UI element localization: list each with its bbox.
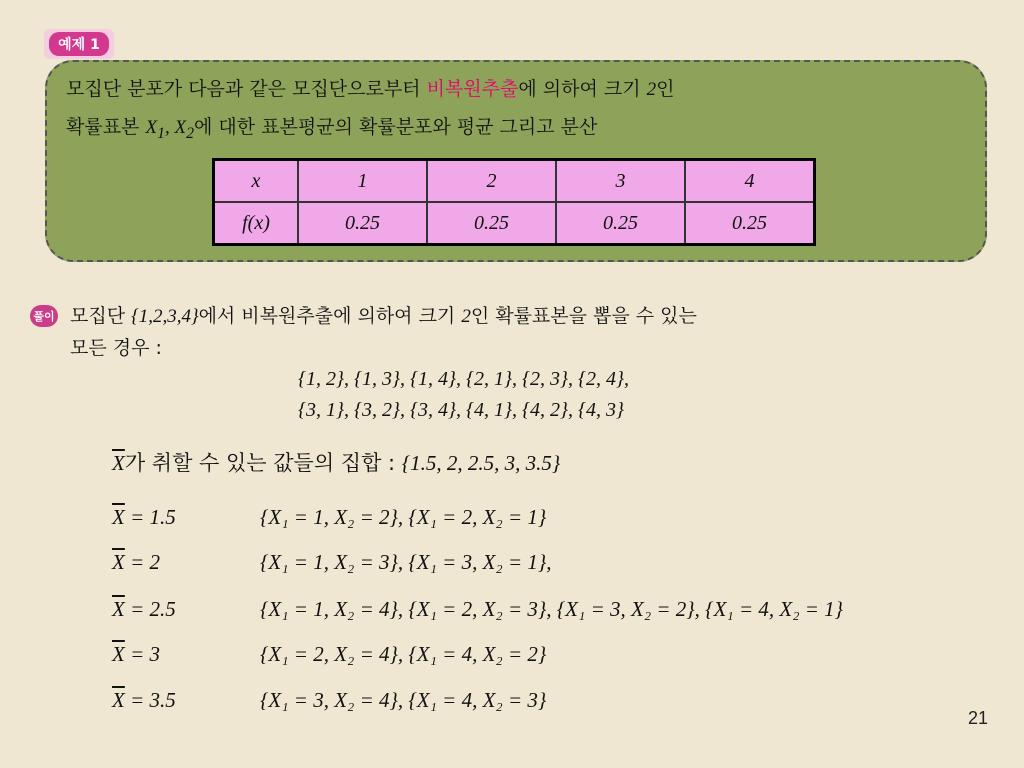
- xbar-symbol: $\overline{X}$: [112, 642, 125, 666]
- xbar-symbol: $\overline{X}$: [112, 597, 125, 621]
- subscript-2: 2: [186, 124, 195, 142]
- table-cell: 4: [685, 160, 815, 203]
- table-cell: 2: [427, 160, 556, 203]
- xbar-value-row-5: [112, 688, 176, 713]
- solution-line-1: [70, 303, 697, 330]
- xbar-set-row-2: {X₁ = 1, X₂ = 3}, {X₁ = 3, X₂ = 1},: [260, 550, 552, 574]
- table-cell: 1: [298, 160, 427, 203]
- table-cell: 0.25: [556, 202, 685, 245]
- problem-line-2: [66, 114, 597, 147]
- xbar-set-row-3: {X₁ = 1, X₂ = 4}, {X₁ = 2, X₂ = 3}, {X₁ = 3, X₂ = 2}, {X₁ = 4, X₂ = 1}: [260, 597, 844, 621]
- value-set-line: [112, 447, 560, 477]
- problem-number: 2: [646, 79, 657, 100]
- xbar-set-row-5: {X₁ = 3, X₂ = 4}, {X₁ = 4, X₂ = 3}: [260, 688, 547, 712]
- xbar-set-row-1: {X₁ = 1, X₂ = 2}, {X₁ = 2, X₂ = 1}: [260, 505, 547, 529]
- distribution-table: [212, 158, 816, 246]
- xbar-value: = 3.5: [124, 688, 176, 712]
- separator: ,: [165, 117, 175, 138]
- example-badge-label: 예제 1: [49, 32, 109, 56]
- table-row-fx: [214, 202, 815, 245]
- cases-line-2: {3, 1}, {3, 2}, {3, 4}, {4, 1}, {4, 2}, {4, 3}: [298, 399, 624, 421]
- value-set-label: 가 취할 수 있는 값들의 집합 :: [124, 451, 402, 475]
- problem-text: 모집단 분포가 다음과 같은 모집단으로부터: [66, 78, 427, 100]
- solution-text: 에서 비복원추출에 의하여 크기: [198, 305, 462, 327]
- table-cell: 0.25: [298, 202, 427, 245]
- table-cell: 0.25: [685, 202, 815, 245]
- problem-text: 인: [656, 78, 675, 100]
- xbar-symbol: $\overline{X}$: [112, 451, 125, 475]
- xbar-value: = 1.5: [124, 505, 176, 529]
- solution-icon: 풀이: [30, 305, 58, 327]
- xbar-value-row-4: [112, 642, 160, 667]
- xbar-value: = 3: [124, 642, 160, 666]
- population-set: {1,2,3,4}: [131, 306, 199, 327]
- problem-text: 에 의하여 크기: [518, 78, 647, 100]
- xbar-symbol: $\overline{X}$: [112, 688, 125, 712]
- problem-line-1: [66, 76, 674, 103]
- xbar-value-row-2: [112, 550, 160, 575]
- xbar-symbol: $\overline{X}$: [112, 550, 125, 574]
- problem-text: 확률표본: [66, 116, 146, 138]
- solution-number: 2: [461, 306, 471, 327]
- cases-line-1: {1, 2}, {1, 3}, {1, 4}, {2, 1}, {2, 3}, {2, 4},: [298, 368, 629, 390]
- xbar-symbol: $\overline{X}$: [112, 505, 125, 529]
- problem-highlight: 비복원추출: [426, 78, 519, 100]
- xbar-set-row-4: {X₁ = 2, X₂ = 4}, {X₁ = 4, X₂ = 2}: [260, 642, 547, 666]
- xbar-value-row-3: [112, 597, 176, 622]
- table-header-x: x: [214, 160, 299, 203]
- xbar-value: = 2.5: [124, 597, 176, 621]
- problem-text: 에 대한 표본평균의 확률분포와 평균 그리고 분산: [194, 116, 598, 138]
- subscript-1: 1: [157, 124, 165, 142]
- var-x1: X: [145, 117, 158, 138]
- table-cell: 0.25: [427, 202, 556, 245]
- solution-line-2: 모든 경우 :: [70, 337, 162, 359]
- xbar-value: = 2: [124, 550, 160, 574]
- solution-text: 인 확률표본을 뽑을 수 있는: [470, 305, 697, 327]
- solution-text: 모집단: [70, 305, 132, 327]
- table-cell: 3: [556, 160, 685, 203]
- table-row-x: [214, 160, 815, 203]
- table-header-fx: f(x): [214, 202, 299, 245]
- page-number: 21: [967, 708, 988, 728]
- xbar-value-row-1: [112, 505, 176, 530]
- value-set: {1.5, 2, 2.5, 3, 3.5}: [401, 451, 561, 475]
- var-x2: X: [174, 117, 187, 138]
- example-badge: [44, 29, 114, 59]
